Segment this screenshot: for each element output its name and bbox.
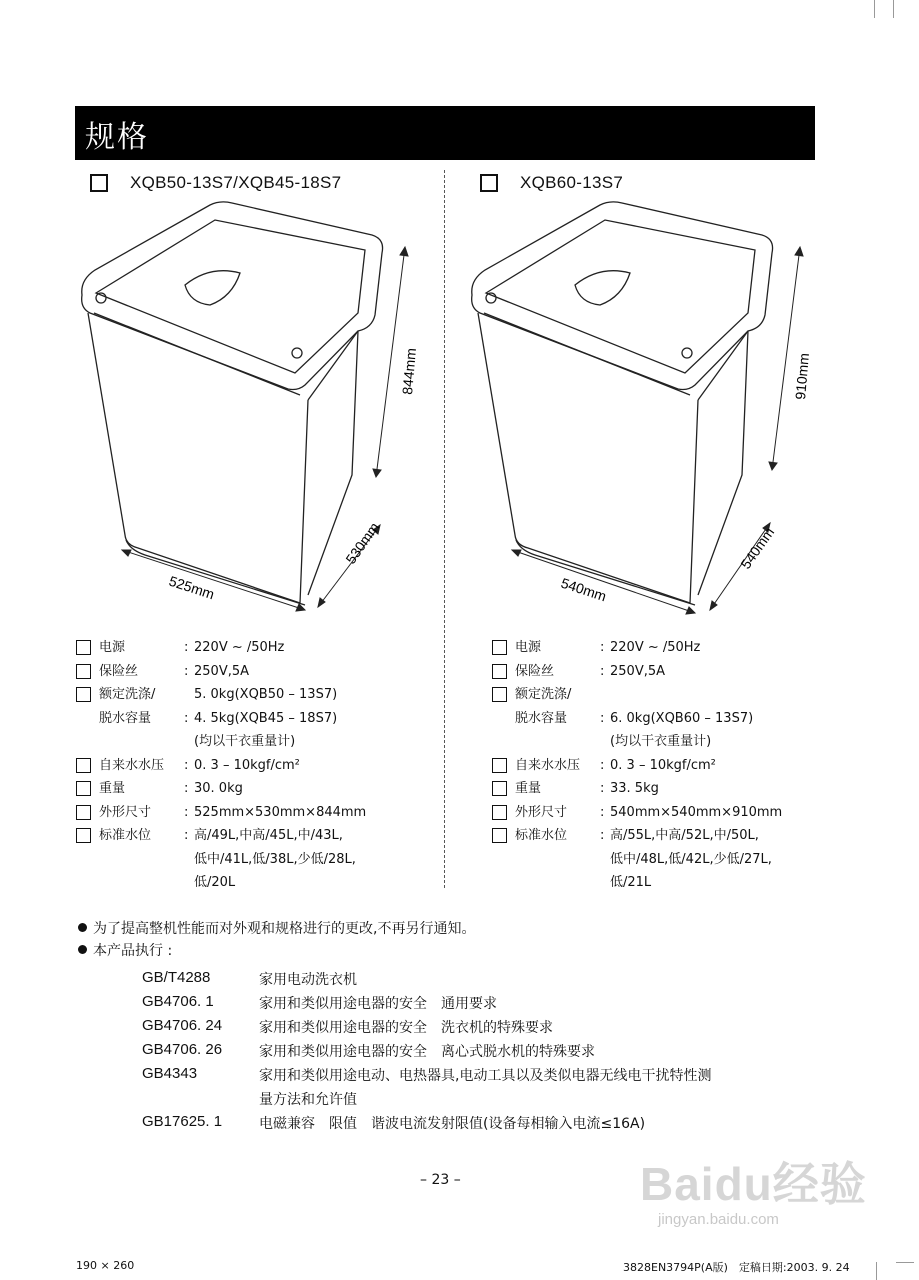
spec-value: 540mm×540mm×910mm [610,804,783,820]
spec-row-water-pressure: 自来水水压 : 0. 3 – 10kgf/cm² [76,754,436,778]
spec-row-fuse: 保险丝 : 250V,5A [76,660,436,684]
bullet-icon [78,945,87,954]
model-checkbox-left [90,174,108,192]
model-name-right: XQB60-13S7 [520,173,624,192]
spec-value: (均以干衣重量计) [610,734,712,749]
checkbox-icon [492,781,507,796]
checkbox-icon [76,687,91,702]
spec-row-note [76,730,436,754]
spec-label: 保险丝 [515,663,555,679]
spec-label: 标准水位 [99,828,152,843]
footer-size: 190 × 260 [76,1259,135,1272]
spec-label: 外形尺寸 [515,804,568,820]
spec-row-water-level-cont [76,871,436,895]
spec-row-dimensions: 外形尺寸 : 525mm×530mm×844mm [76,801,436,825]
spec-row-water-pressure: 自来水水压 : 0. 3 – 10kgf/cm² [492,754,852,778]
crop-mark [893,0,894,18]
spec-row-fuse: 保险丝 : 250V,5A [492,660,852,684]
spec-label: 额定洗涤/ [99,687,156,702]
standard-desc: 家用和类似用途电动、电热器具,电动工具以及类似电器无线电干扰特性测 [259,1068,712,1084]
standard-code: GB17625. 1 [142,1113,223,1130]
checkbox-icon [492,805,507,820]
bullet-icon [78,923,87,932]
washer-illustration-right [460,195,845,625]
standard-row [142,969,842,993]
spec-row-spin-capacity: 脱水容量 : 6. 0kg(XQB60 – 13S7) [492,707,852,731]
notes [78,918,475,962]
standard-row [142,1113,842,1137]
checkbox-icon [76,828,91,843]
spec-row-power: 电源 : 220V ~ /50Hz [76,636,436,660]
spec-label: 自来水水压 [99,757,165,773]
checkbox-icon [492,828,507,843]
spec-label: 自来水水压 [515,757,581,773]
standard-desc: 家用和类似用途电器的安全 通用要求 [259,996,497,1012]
spec-row-weight: 重量 : 30. 0kg [76,777,436,801]
footer-doc-code: 3828EN3794P(A版) 定稿日期:2003. 9. 24 [623,1261,850,1274]
checkbox-icon [76,640,91,655]
dim-depth-right: 540mm [737,524,778,572]
spec-row-capacity [76,683,436,707]
spec-label: 标准水位 [515,828,568,843]
spec-value: 30. 0kg [194,781,243,796]
standard-code: GB4343 [142,1065,198,1082]
spec-label: 重量 [515,781,542,796]
standard-desc: 家用和类似用途电器的安全 洗衣机的特殊要求 [259,1020,553,1036]
standard-code: GB4706. 1 [142,993,214,1010]
spec-value: 4. 5kg(XQB45 – 18S7) [194,710,338,726]
note-text: 本产品执行 : [93,943,173,959]
standard-desc: 电磁兼容 限值 谐波电流发射限值(设备每相输入电流≤16A) [259,1116,646,1132]
spec-label: 保险丝 [99,663,139,679]
spec-row-note [492,730,852,754]
title-bar [75,106,815,160]
spec-row-dimensions: 外形尺寸 : 540mm×540mm×910mm [492,801,852,825]
dim-height-right: 910mm [792,352,813,401]
standard-row [142,1017,842,1041]
spec-value: 33. 5kg [610,781,659,796]
note-item [78,940,475,962]
page-number: – 23 – [420,1172,461,1188]
checkbox-icon [492,758,507,773]
model-name-left: XQB50-13S7/XQB45-18S7 [130,173,342,192]
spec-label: 外形尺寸 [99,804,152,820]
spec-row-water-level-cont [76,848,436,872]
spec-value: 525mm×530mm×844mm [194,804,367,820]
page-title: 规格 [85,120,149,155]
spec-value: 低/21L [610,875,652,890]
spec-value: 低/20L [194,875,236,890]
checkbox-icon [76,805,91,820]
checkbox-icon [76,664,91,679]
standard-row [142,1065,842,1089]
spec-row-weight: 重量 : 33. 5kg [492,777,852,801]
spec-label: 电源 [515,640,542,655]
standard-code: GB4706. 26 [142,1041,223,1058]
crop-mark [874,0,875,18]
spec-value: 6. 0kg(XQB60 – 13S7) [610,710,754,726]
dim-width-right: 540mm [559,574,609,605]
baidu-watermark-url: jingyan.baidu.com [658,1211,779,1228]
spec-row-water-level: 标准水位 : 高/49L,中高/45L,中/43L, [76,824,436,848]
spec-value: 250V,5A [610,663,666,679]
spec-row-power: 电源 : 220V ~ /50Hz [492,636,852,660]
spec-row-water-level-cont [492,848,852,872]
standard-desc: 家用和类似用途电器的安全 离心式脱水机的特殊要求 [259,1044,595,1060]
dim-width-left: 525mm [167,572,217,603]
spec-value: 220V ~ /50Hz [194,640,285,655]
spec-value: 0. 3 – 10kgf/cm² [610,757,716,773]
spec-value: (均以干衣重量计) [194,734,296,749]
note-text: 为了提高整机性能而对外观和规格进行的更改,不再另行通知。 [93,921,476,937]
note-item [78,918,475,940]
spec-table-right [492,636,852,895]
spec-value: 低中/41L,低/38L,少低/28L, [194,851,356,867]
crop-mark [876,1262,877,1280]
spec-row-capacity [492,683,852,707]
standard-row [142,1041,842,1065]
spec-label: 脱水容量 [515,710,568,726]
spec-label: 重量 [99,781,126,796]
spec-table-left [76,636,436,895]
spec-value: 250V,5A [194,663,250,679]
standard-desc: 家用电动洗衣机 [259,972,357,988]
baidu-watermark-logo: Baidu经验 [640,1158,867,1210]
spec-label: 额定洗涤/ [515,687,572,702]
spec-value: 高/49L,中高/45L,中/43L, [194,828,343,843]
spec-value: 5. 0kg(XQB50 – 13S7) [194,687,338,702]
standard-code: GB4706. 24 [142,1017,223,1034]
standard-row [142,993,842,1017]
crop-mark [896,1262,914,1263]
standards-list [142,969,842,1137]
spec-value: 0. 3 – 10kgf/cm² [194,757,300,773]
dim-height-left: 844mm [399,347,420,396]
spec-row-water-level-cont [492,871,852,895]
spec-row-water-level: 标准水位 : 高/55L,中高/52L,中/50L, [492,824,852,848]
spec-value: 220V ~ /50Hz [610,640,701,655]
checkbox-icon [76,781,91,796]
checkbox-icon [492,664,507,679]
spec-label: 脱水容量 [99,710,152,726]
spec-row-spin-capacity: 脱水容量 : 4. 5kg(XQB45 – 18S7) [76,707,436,731]
dim-depth-left: 530mm [342,519,383,567]
checkbox-icon [76,758,91,773]
standard-code: GB/T4288 [142,969,211,986]
checkbox-icon [492,640,507,655]
washer-illustration-left [60,195,445,620]
checkbox-icon [492,687,507,702]
spec-value: 高/55L,中高/52L,中/50L, [610,828,759,843]
model-checkbox-right [480,174,498,192]
standard-desc: 量方法和允许值 [259,1092,357,1108]
standard-row-cont [142,1089,842,1113]
spec-value: 低中/48L,低/42L,少低/27L, [610,851,772,867]
spec-label: 电源 [99,640,126,655]
